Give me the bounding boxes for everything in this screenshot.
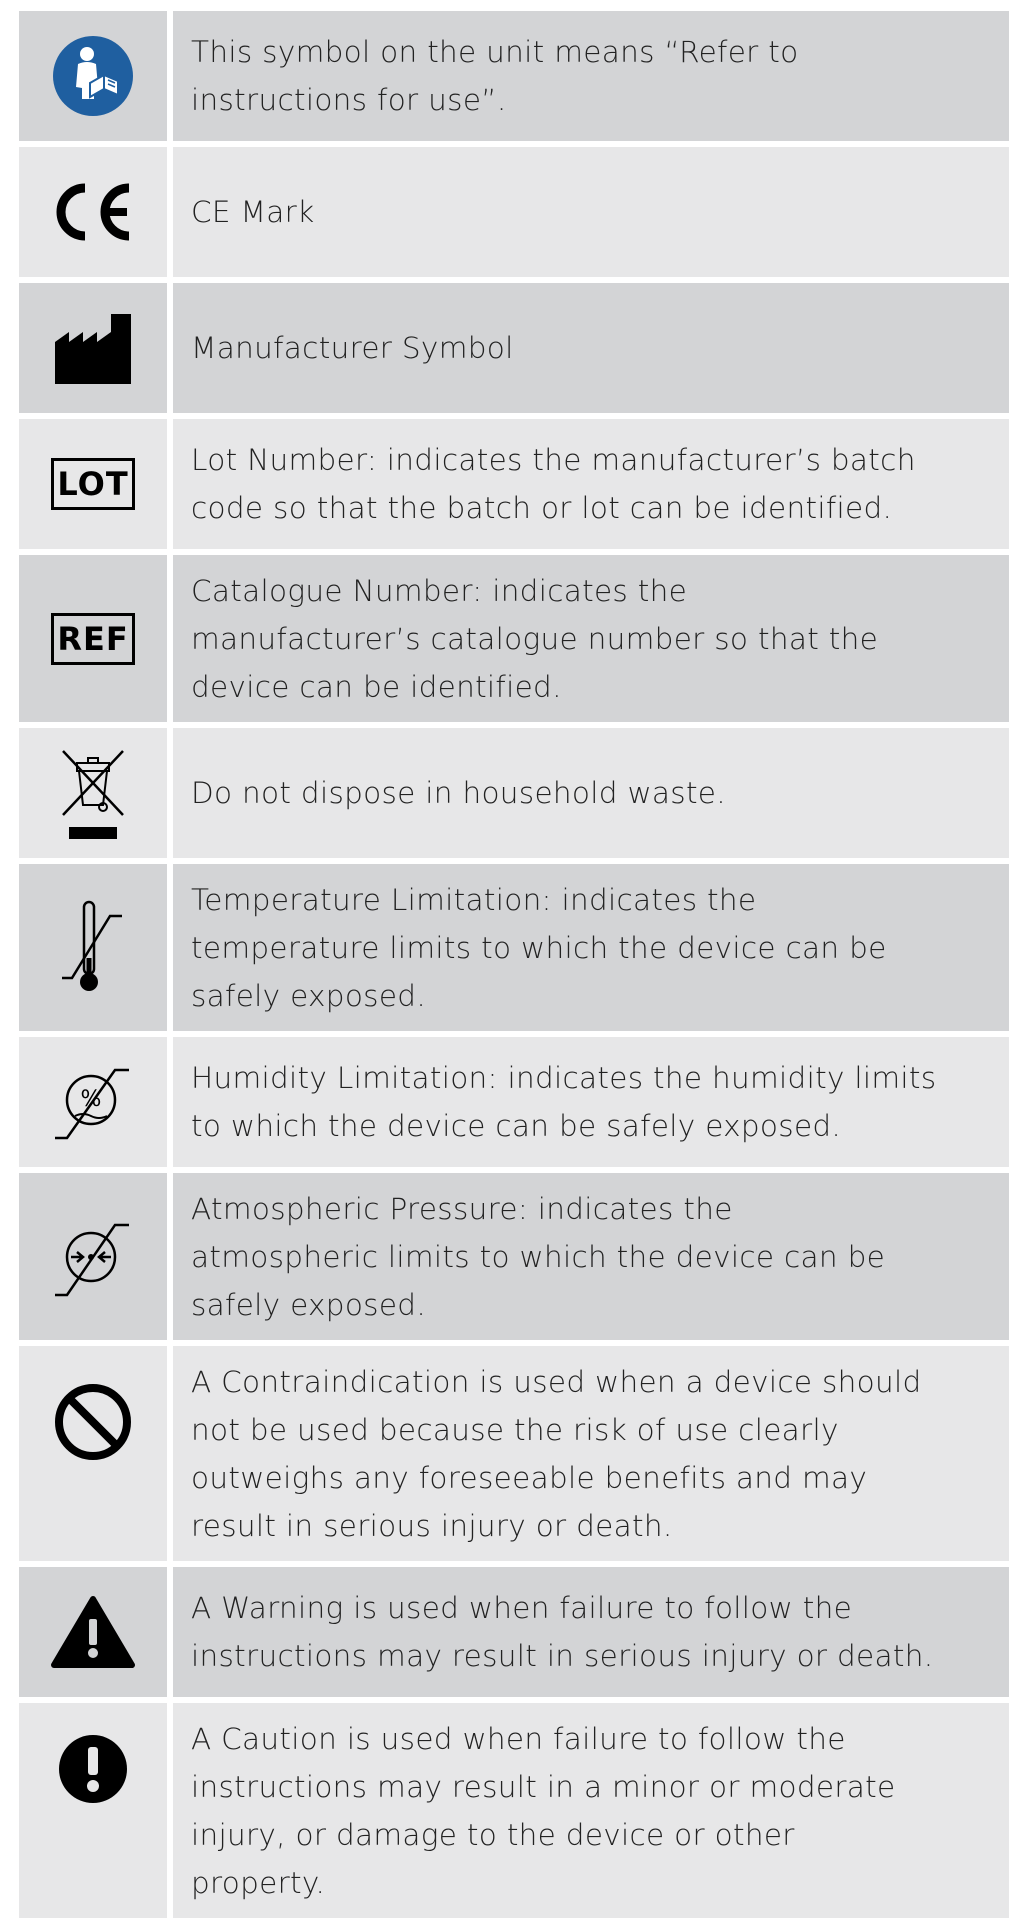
humidity-percent-glyph: % <box>80 1087 102 1112</box>
symbol-description: A Contraindication is used when a device should not be used because the risk of use clearly outweighs any foreseeable benefits and may result in serious injury or death. <box>173 1346 1009 1561</box>
icon-cell <box>19 864 167 1031</box>
icon-cell <box>19 728 167 858</box>
symbol-description: A Caution is used when failure to follow the instructions may result in a minor or moderate injury, or damage to the device or other property. <box>173 1703 1009 1918</box>
icon-cell <box>19 283 167 413</box>
ref-icon-label: REF <box>57 619 129 658</box>
symbol-description: Lot Number: indicates the manufacturer’s batch code so that the batch or lot can be identified. <box>173 419 1009 549</box>
symbol-description: Atmospheric Pressure: indicates the atmospheric limits to which the device can be safely exposed. <box>173 1173 1009 1340</box>
table-row <box>19 1037 1009 1167</box>
lot-number-icon <box>51 458 135 510</box>
table-row <box>19 1346 1009 1561</box>
humidity-limit-icon <box>53 1062 133 1142</box>
temperature-limit-icon <box>58 898 128 998</box>
warning-triangle-icon <box>50 1595 136 1669</box>
table-row <box>19 147 1009 277</box>
symbol-description: CE Mark <box>173 147 1009 277</box>
icon-cell <box>19 1703 167 1918</box>
icon-cell <box>19 1173 167 1340</box>
table-row <box>19 728 1009 858</box>
symbol-description: This symbol on the unit means “Refer to instructions for use”. <box>173 11 1009 141</box>
table-row <box>19 11 1009 141</box>
table-row <box>19 555 1009 722</box>
manufacturer-icon <box>53 312 133 384</box>
table-row <box>19 419 1009 549</box>
symbol-description: A Warning is used when failure to follow the instructions may result in serious injury or death. <box>173 1567 1009 1697</box>
icon-cell <box>19 1567 167 1697</box>
atmospheric-pressure-icon <box>53 1217 133 1297</box>
table-row <box>19 1173 1009 1340</box>
ce-mark-icon <box>51 182 135 242</box>
symbols-table <box>19 11 1009 1918</box>
icon-cell <box>19 419 167 549</box>
symbol-description: Catalogue Number: indicates the manufacturer’s catalogue number so that the device can be identified. <box>173 555 1009 722</box>
icon-cell <box>19 1037 167 1167</box>
instructions-for-use-icon <box>52 35 134 117</box>
icon-cell <box>19 11 167 141</box>
table-row <box>19 864 1009 1031</box>
table-row <box>19 1567 1009 1697</box>
symbol-description: Do not dispose in household waste. <box>173 728 1009 858</box>
catalogue-number-icon <box>51 613 135 665</box>
lot-icon-label: LOT <box>57 465 129 503</box>
symbol-description: Temperature Limitation: indicates the temperature limits to which the device can be safely exposed. <box>173 864 1009 1031</box>
prohibition-icon <box>53 1382 133 1462</box>
weee-crossed-bin-icon <box>55 743 131 843</box>
icon-cell <box>19 555 167 722</box>
icon-cell <box>19 147 167 277</box>
symbol-description: Humidity Limitation: indicates the humidity limits to which the device can be safely exposed. <box>173 1037 1009 1167</box>
symbol-description: Manufacturer Symbol <box>173 283 1009 413</box>
table-row <box>19 1703 1009 1918</box>
icon-cell <box>19 1346 167 1561</box>
caution-exclamation-icon <box>57 1733 129 1805</box>
table-row <box>19 283 1009 413</box>
